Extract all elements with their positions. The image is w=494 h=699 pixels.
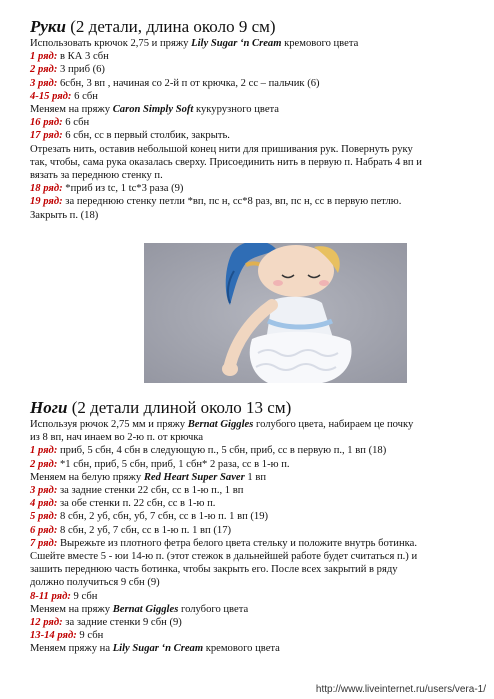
row-label: 17 ряд:	[30, 130, 63, 142]
arms-row-4-15	[30, 90, 485, 103]
legs-heading	[30, 398, 485, 417]
row-text: за задние стенки 22 сбн, сс в 1-ю п., 1 вп	[57, 485, 244, 497]
row-label: 4 ряд:	[30, 498, 58, 510]
arms-section	[30, 17, 485, 222]
legs-heading-rest: (2 детали длиной около 13 см)	[67, 398, 292, 417]
row-label: 2 ряд:	[30, 64, 58, 76]
yarn-change-text: Меняем на пряжу	[30, 104, 113, 116]
arms-paragraph-line-1: Отрезать нить, оставив небольшой конец нити для пришивания рук. Повернуть руку	[30, 143, 413, 155]
legs-row-12	[30, 616, 485, 629]
arms-row-1	[30, 50, 485, 63]
legs-row-4	[30, 497, 485, 510]
row-text: 3 приб (6)	[57, 64, 105, 76]
arms-intro-text-end: кремового цвета	[281, 38, 359, 49]
row-text: за обе стенки п. 22 сбн, сс в 1-ю п.	[57, 498, 216, 510]
row-label: 18 ряд:	[30, 183, 63, 195]
arms-close: Закрыть п. (18)	[30, 209, 99, 221]
legs-row-7-line-3: зашить переднюю часть ботинка, чтобы закрыть его. После всех закрытий в ряду	[30, 564, 398, 576]
row-text: 9 сбн	[70, 590, 98, 602]
arms-row-17	[30, 129, 485, 142]
row-text: 6сбн, 3 вп , начиная со 2-й п от крючка, 2 сс – пальчик (6)	[57, 77, 320, 89]
arms-row-16	[30, 116, 485, 129]
row-label: 2 ряд:	[30, 458, 58, 470]
row-label: 5 ряд:	[30, 511, 58, 523]
yarn-change-text: Меняем на белую пряжу	[30, 471, 144, 483]
row-label: 3 ряд:	[30, 485, 58, 497]
yarn-change-text-end: кремового цвета	[203, 643, 280, 655]
legs-section	[30, 398, 485, 656]
legs-intro-text-end: голубого цвета, набираем це почку	[253, 419, 414, 430]
legs-row-1	[30, 444, 485, 457]
arms-paragraph-line-3: вязать за переднюю стенку п.	[30, 170, 163, 182]
row-label: 19 ряд:	[30, 196, 63, 208]
arms-intro	[30, 37, 485, 50]
arms-heading	[30, 17, 485, 36]
arms-yarn-change	[30, 103, 485, 116]
legs-intro-line-2: из 8 вп, нач инаем во 2-ю п. от крючка	[30, 432, 204, 444]
legs-row-7	[30, 537, 485, 550]
legs-intro-text: Используя рючок 2,75 мм и пряжу	[30, 419, 188, 430]
row-label: 8-11 ряд:	[30, 590, 71, 602]
yarn-name: Red Heart Super Saver	[143, 471, 245, 483]
legs-row-13-14	[30, 629, 485, 642]
row-text: *приб из tc, 1 tc*3 раза (9)	[62, 183, 184, 195]
arms-row-19	[30, 195, 485, 208]
legs-row-6	[30, 524, 485, 537]
row-label: 3 ряд:	[30, 77, 58, 89]
row-text: 6 сбн	[62, 117, 90, 129]
row-text: 8 сбн, 2 уб, 7 сбн, сс в 1-ю п. 1 вп (17)	[57, 524, 232, 536]
footer-url[interactable]: http://www.liveinternet.ru/users/vera-1/	[315, 684, 486, 695]
row-text: 6 сбн, сс в первый столбик, закрыть.	[62, 130, 230, 142]
legs-row-7-line-2: Сшейте вместе 5 - юи 14-ю п. (этот стежок в дальнейшей работе будет считаться п.) и	[30, 551, 418, 563]
yarn-change-text-end: кукурузного цвета	[193, 104, 279, 116]
row-text: 9 сбн	[76, 630, 104, 642]
arms-paragraph-line-2: так, чтобы, сама рука оказалась сверху. Присоединить нить в первую п. Набрать 4 вп и	[30, 156, 422, 168]
arms-heading-italic: Руки	[30, 17, 67, 36]
row-text: за переднюю стенку петли *вп, пс н, сс*8 раз, вп, пс н, сс в первую петлю.	[62, 196, 402, 208]
legs-row-7-line-4: должно получиться 9 сбн (9)	[30, 577, 160, 589]
legs-row-3	[30, 484, 485, 497]
legs-intro-yarn: Bernat Giggles	[187, 419, 254, 430]
row-text: за задние стенки 9 сбн (9)	[62, 617, 182, 629]
yarn-change-text-end: 1 вп	[244, 471, 267, 483]
doll-illustration	[144, 243, 407, 383]
row-label: 6 ряд:	[30, 524, 58, 536]
legs-intro	[30, 418, 485, 431]
row-label: 12 ряд:	[30, 617, 63, 629]
legs-heading-italic: Ноги	[30, 398, 68, 417]
arms-heading-rest: (2 детали, длина около 9 см)	[66, 17, 276, 36]
arms-intro-text: Использовать крючок 2,75 и пряжу	[30, 38, 192, 49]
legs-yarn-change-3	[30, 642, 485, 655]
row-label: 1 ряд:	[30, 51, 58, 63]
legs-row-5	[30, 510, 485, 523]
arms-row-2	[30, 63, 485, 76]
yarn-name: Caron Simply Soft	[112, 104, 194, 116]
row-text: приб, 5 сбн, 4 сбн в следующую п., 5 сбн, приб, сс в первую п., 1 вп (18)	[57, 445, 387, 457]
row-text: 6 сбн	[71, 90, 98, 102]
yarn-change-text: Меняем на пряжу	[30, 603, 113, 615]
legs-row-2	[30, 458, 485, 471]
yarn-change-text-end: голубого цвета	[178, 603, 249, 615]
doll-photo	[144, 243, 407, 383]
legs-row-8-11	[30, 590, 485, 603]
row-label: 16 ряд:	[30, 117, 63, 129]
yarn-name: Bernat Giggles	[112, 603, 179, 615]
row-label: 4-15 ряд:	[30, 90, 72, 102]
legs-yarn-change-2	[30, 603, 485, 616]
row-label: 13-14 ряд:	[30, 630, 77, 642]
arms-row-3	[30, 77, 485, 90]
row-text: *1 сбн, приб, 5 сбн, приб, 1 сбн* 2 раза, сс в 1-ю п.	[57, 458, 290, 470]
yarn-change-text: Меняем пряжу на	[30, 643, 113, 655]
row-text: 8 сбн, 2 уб, сбн, уб, 7 сбн, сс в 1-ю п. 1 вп (19)	[57, 511, 269, 523]
row-label: 7 ряд:	[30, 537, 58, 549]
yarn-name: Lily Sugar ‘n Cream	[112, 643, 204, 655]
arms-intro-yarn: Lily Sugar ‘n Cream	[191, 38, 282, 49]
arms-row-18	[30, 182, 485, 195]
row-text: Вырежьте из плотного фетра белого цвета стельку и положите внутрь ботинка.	[57, 537, 417, 549]
row-label: 1 ряд:	[30, 445, 58, 457]
row-text: в КА 3 сбн	[57, 51, 109, 63]
legs-yarn-change-1	[30, 471, 485, 484]
